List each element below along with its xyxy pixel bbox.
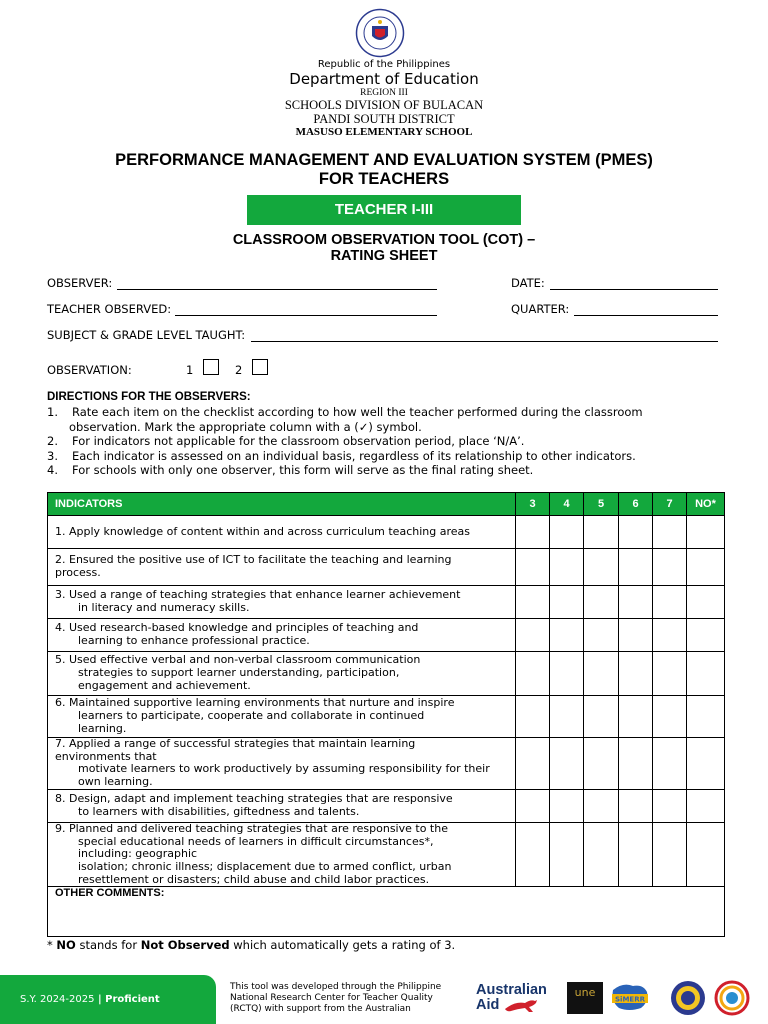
indicator-row [48,822,725,887]
footnote-mid: stands for [75,938,141,952]
rating-cell[interactable] [516,822,550,887]
rating-cell[interactable] [550,822,584,887]
rating-cell[interactable] [516,586,550,619]
indicator-line: engagement and achievement. [78,678,251,692]
deped-seal-icon [355,8,405,58]
indicator-line: 6. Maintained supportive learning environments that nurture and inspire [55,696,455,710]
rating-5-header: 5 [584,493,619,516]
indicator-line: 2. Ensured the positive use of ICT to facilitate the teaching and learning [55,553,452,567]
rating-cell[interactable] [619,652,653,696]
indicator-line: to learners with disabilities, giftedness and talents. [78,804,360,818]
rating-cell[interactable] [550,586,584,619]
indicator-text [48,652,516,696]
observer-label: OBSERVER: [47,276,113,290]
directions-list [47,405,737,478]
republic-text: Republic of the Philippines [317,59,451,70]
indicator-line: environments that [55,749,157,763]
other-comments-label: OTHER COMMENTS: [55,887,165,900]
rating-cell[interactable] [550,549,584,586]
rating-6-header: 6 [619,493,653,516]
teacher-observed-label: TEACHER OBSERVED: [47,302,172,316]
indicator-line: in literacy and numeracy skills. [78,601,250,614]
subject-field[interactable] [251,341,718,342]
indicator-line: 5. Used effective verbal and non-verbal classroom communication [55,653,421,667]
rating-cell[interactable] [687,738,725,790]
indicator-text [48,516,516,549]
rctq-seal-icon [670,980,706,1016]
quarter-label: QUARTER: [511,302,570,316]
indicator-line: learning. [78,721,127,735]
other-comments-row [48,887,725,937]
directions-item-text: Each indicator is assessed on an individual basis, regardless of its relationship to other indicators. [71,448,636,463]
directions-item-num: 3. [47,448,58,463]
rating-cell[interactable] [516,738,550,790]
indicator-row [48,789,725,822]
cot-title-line2: RATING SHEET [330,248,438,264]
indicator-text [48,789,516,822]
indicator-line: special educational needs of learners in difficult circumstances*, [78,834,434,848]
rating-4-header: 4 [550,493,584,516]
rating-cell[interactable] [653,516,687,549]
rating-cell[interactable] [550,789,584,822]
indicator-text [48,738,516,790]
school-year-box [0,975,216,1024]
indicator-text [48,696,516,738]
observation-2-label: 2 [235,363,243,377]
footnote-no: NO [56,938,76,952]
rating-cell[interactable] [550,696,584,738]
rating-cell[interactable] [516,619,550,652]
department-text: Department of Education [289,70,479,88]
teacher-level-banner: TEACHER I-III [247,195,521,225]
rating-cell[interactable] [619,549,653,586]
footnote-end: which automatically gets a rating of 3. [229,938,456,952]
directions-item [47,434,737,449]
directions-item [47,449,737,464]
rating-cell[interactable] [619,516,653,549]
rating-cell[interactable] [550,619,584,652]
rating-cell[interactable] [516,789,550,822]
directions-item [47,463,737,478]
rating-cell[interactable] [584,619,619,652]
indicator-line: learners to participate, cooperate and collaborate in continued [78,709,425,723]
rating-cell[interactable] [653,738,687,790]
observation-1-label: 1 [186,363,194,377]
rating-cell[interactable] [584,738,619,790]
rating-cell[interactable] [619,696,653,738]
subject-label: SUBJECT & GRADE LEVEL TAUGHT: [47,328,246,342]
rating-cell[interactable] [619,586,653,619]
rating-cell[interactable] [619,789,653,822]
indicator-line: 4. Used research-based knowledge and principles of teaching and [55,621,419,635]
region-text: REGION III [360,88,408,98]
rating-cell[interactable] [584,586,619,619]
not-observed-header: NO* [687,493,725,516]
indicator-line: including: geographic [78,847,198,861]
teacher-observed-field[interactable] [175,315,437,316]
indicator-row [48,549,725,586]
indicator-text [48,586,516,619]
rating-cell[interactable] [516,652,550,696]
aus-aid-word1: Australian [476,982,547,998]
form-title-line2: FOR TEACHERS [318,170,450,188]
footer-credit-text: This tool was developed through the Philippine National Research Center for Teacher Quality (RCTQ) with support from the Australian [230,982,442,1014]
directions-item-num: 1. [47,405,58,419]
observation-label: OBSERVATION: [47,363,132,377]
date-field[interactable] [550,289,718,290]
quarter-field[interactable] [574,315,718,316]
proficiency-level: Proficient [105,994,160,1005]
rating-cell[interactable] [653,822,687,887]
rating-cell[interactable] [687,549,725,586]
kangaroo-icon [503,997,541,1013]
observation-2-checkbox[interactable] [252,359,268,375]
rating-cell[interactable] [687,652,725,696]
rating-cell[interactable] [550,516,584,549]
rating-cell[interactable] [550,652,584,696]
rating-cell[interactable] [687,789,725,822]
rating-cell[interactable] [653,619,687,652]
directions-item-num: 4. [47,463,58,477]
indicator-line: resettlement or disasters; child abuse and child labor practices. [78,872,430,886]
simerr-text: SiMERR [615,995,645,1004]
indicator-text [48,619,516,652]
rating-cell[interactable] [619,738,653,790]
footnote-star: * [47,938,57,952]
rating-cell[interactable] [653,652,687,696]
indicator-text [48,549,516,586]
rating-table [47,492,725,937]
school-year-text: S.Y. 2024-2025 [20,994,95,1005]
indicator-text [48,822,516,887]
rating-cell[interactable] [687,619,725,652]
footnote [47,938,455,952]
directions-item [47,405,737,420]
indicator-line: isolation; chronic illness; displacement due to armed conflict, urban [78,859,452,873]
indicator-line: 7. Applied a range of successful strategies that maintain learning [55,737,416,750]
indicator-line: 9. Planned and delivered teaching strategies that are responsive to the [55,821,448,835]
aus-aid-word2: Aid [476,996,500,1013]
rating-cell[interactable] [516,516,550,549]
rating-3-header: 3 [516,493,550,516]
indicator-line: 1. Apply knowledge of content within and across curriculum teaching areas [55,524,470,538]
rating-7-header: 7 [653,493,687,516]
rating-cell[interactable] [653,696,687,738]
indicator-line: 8. Design, adapt and implement teaching strategies that are responsive [55,792,453,806]
indicator-row [48,586,725,619]
rating-cell[interactable] [584,789,619,822]
rating-cell[interactable] [584,516,619,549]
rating-cell[interactable] [653,586,687,619]
indicator-line: learning to enhance professional practice. [78,634,310,647]
australian-aid-logo [476,983,547,1013]
rating-cell[interactable] [584,822,619,887]
indicator-row [48,652,725,696]
indicator-line: strategies to support learner understanding, participation, [78,666,400,680]
other-comments-field[interactable] [48,887,725,937]
rating-table-header [48,493,725,516]
directions-title: DIRECTIONS FOR THE OBSERVERS: [47,391,251,403]
rating-cell[interactable] [584,696,619,738]
footer-separator: | [94,994,106,1005]
indicator-line: process. [55,566,101,579]
observation-1-checkbox[interactable] [203,359,219,375]
rating-cell[interactable] [653,549,687,586]
school-name: MASUSO ELEMENTARY SCHOOL [295,126,473,138]
rating-cell[interactable] [619,822,653,887]
directions-item-text: For indicators not applicable for the classroom observation period, place ‘N/A’. [71,434,525,448]
directions-item-text: Rate each item on the checklist according to how well the teacher performed during the classroom [71,405,643,419]
indicator-line: 3. Used a range of teaching strategies that enhance learner achievement [55,588,461,602]
indicator-row [48,738,725,790]
directions-item-num: 2. [47,434,58,448]
indicator-line: own learning. [78,775,153,789]
indicator-row [48,516,725,549]
cot-title-line1: CLASSROOM OBSERVATION TOOL (COT) – [232,232,536,248]
rating-cell[interactable] [550,738,584,790]
district-text: PANDI SOUTH DISTRICT [313,112,455,126]
date-label: DATE: [511,276,545,290]
indicator-line: motivate learners to work productively by assuming responsibility for their [78,762,490,776]
partner-logo-icon [714,980,750,1016]
indicator-row [48,619,725,652]
rating-cell[interactable] [584,549,619,586]
form-title-line1: PERFORMANCE MANAGEMENT AND EVALUATION SYSTEM (PMES) [115,151,653,169]
indicator-row [48,696,725,738]
simerr-logo-icon [609,982,651,1012]
directions-item-text: For schools with only one observer, this form will serve as the final rating sheet. [71,463,534,477]
rating-cell[interactable] [653,789,687,822]
rating-cell[interactable] [687,516,725,549]
rating-cell[interactable] [619,619,653,652]
rating-cell[interactable] [516,696,550,738]
une-logo-text: une [574,986,596,999]
rating-cell[interactable] [687,822,725,887]
rating-cell[interactable] [687,586,725,619]
directions-item-cont: observation. Mark the appropriate column with a (✓) symbol. [69,419,422,434]
rating-cell[interactable] [516,549,550,586]
division-text: SCHOOLS DIVISION OF BULACAN [284,98,484,112]
rating-cell[interactable] [584,652,619,696]
indicators-header: INDICATORS [48,493,516,516]
une-logo [567,982,603,1014]
footnote-not-observed: Not Observed [140,938,230,952]
rating-cell[interactable] [687,696,725,738]
observer-field[interactable] [117,289,437,290]
